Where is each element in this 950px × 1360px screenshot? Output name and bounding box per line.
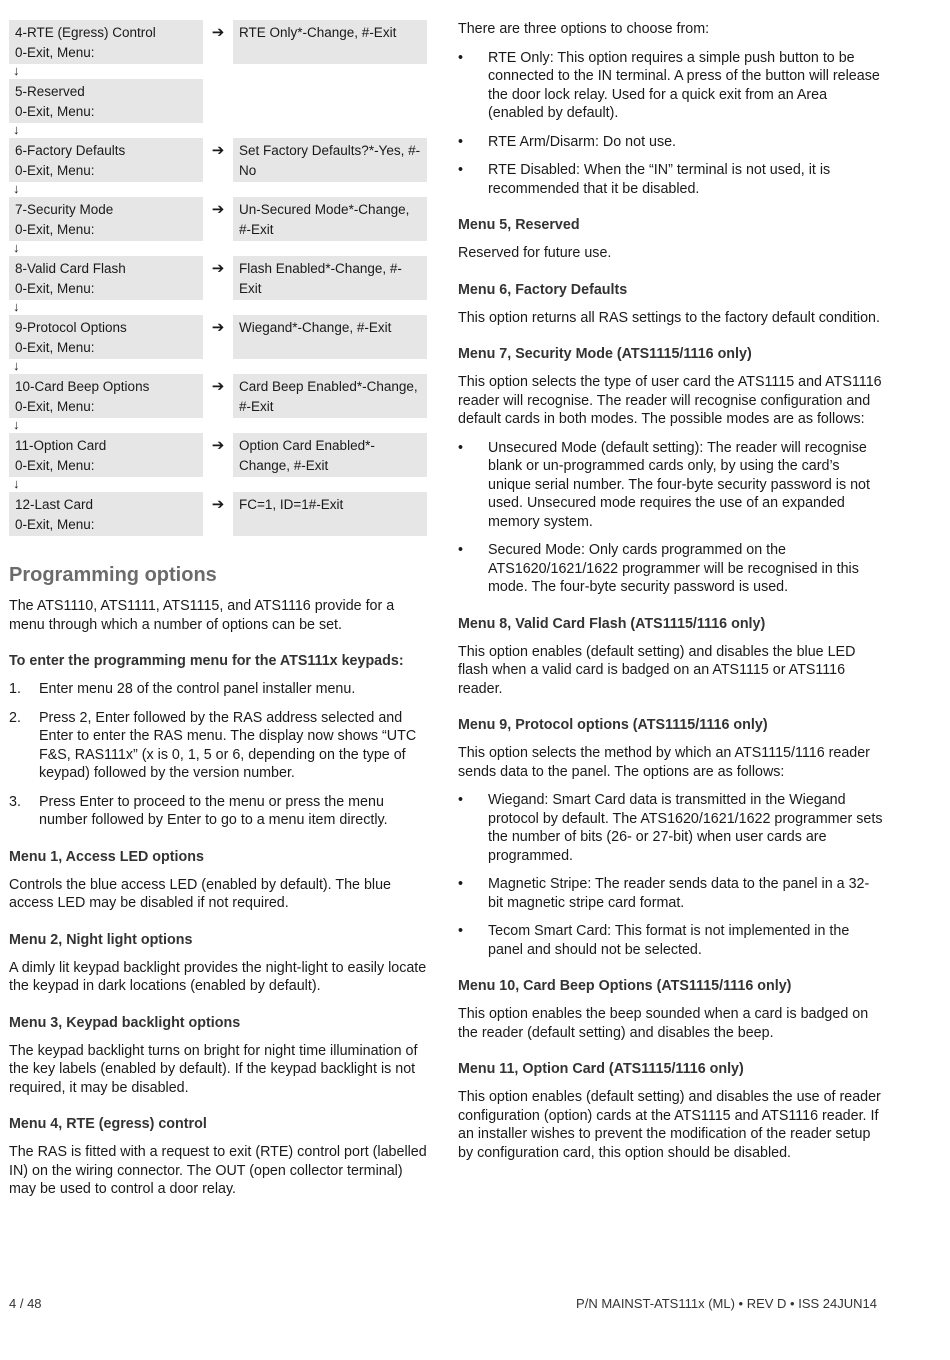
- menu-item-exit: 0-Exit, Menu:: [15, 517, 95, 532]
- arrow-right-icon: ➔: [211, 496, 225, 513]
- menu-step: [9, 197, 429, 241]
- menu8-text: This option enables (default setting) and disables the blue LED flash when a valid card is badged on an ATS1115 or ATS1116 reader.: [458, 643, 856, 697]
- section-title: Programming options: [9, 564, 217, 586]
- bullet-text: RTE Arm/Disarm: Do not use.: [488, 133, 677, 150]
- arrow-down-icon: ↓: [13, 417, 20, 432]
- menu-item-box: [9, 197, 203, 241]
- menu-result-action: *-Change, #-Exit: [292, 320, 392, 335]
- menu-result-box: [233, 374, 427, 418]
- step-text: Enter menu 28 of the control panel installer menu.: [39, 681, 356, 697]
- menu9-heading: Menu 9, Protocol options (ATS1115/1116 only): [458, 717, 768, 733]
- bullet-text: Magnetic Stripe: The reader sends data to the panel in a 32-bit magnetic stripe card format.: [488, 876, 870, 911]
- menu-result-title: Wiegand: [239, 320, 293, 335]
- menu-item-title: 4-RTE (Egress) Control: [15, 25, 156, 40]
- menu-result-title: FC=1, ID=1: [239, 497, 309, 512]
- menu-item-exit: 0-Exit, Menu:: [15, 222, 95, 237]
- menu-step: [9, 256, 429, 300]
- menu3-text: The keypad backlight turns on bright for night time illumination of the key labels (enabled by default). If the keypad backlight is not required, it may be disabled.: [9, 1042, 418, 1096]
- menu7-heading: Menu 7, Security Mode (ATS1115/1116 only): [458, 346, 752, 362]
- menu9-text: This option selects the method by which an ATS1115/1116 reader sends data to the panel. The options are as follows:: [458, 745, 870, 780]
- menu-result-box: [233, 20, 427, 64]
- menu-result-title: Flash Enabled: [239, 261, 326, 276]
- step-number: 1.: [9, 681, 21, 697]
- bullet-item: [458, 161, 883, 198]
- menu-result-box: [233, 492, 427, 536]
- menu-result-title: RTE Only: [239, 25, 298, 40]
- menu-result-action: *-Change, #-Exit: [239, 438, 375, 473]
- menu-result-title: Card Beep Enabled: [239, 379, 357, 394]
- arrow-right-icon: ➔: [211, 24, 225, 41]
- menu6-heading: Menu 6, Factory Defaults: [458, 281, 628, 298]
- menu-item-exit: 0-Exit, Menu:: [15, 281, 95, 296]
- bullet-item: [458, 133, 883, 152]
- step-number: 3.: [9, 793, 21, 810]
- step-text: Press Enter to proceed to the menu or press the menu number followed by Enter to go to a menu item directly.: [39, 793, 388, 828]
- menu2-heading: Menu 2, Night light options: [9, 931, 193, 948]
- intro-paragraph: The ATS1110, ATS1111, ATS1115, and ATS1116 provide for a menu through which a number of options can be set.: [9, 598, 395, 633]
- menu-item-title: 12-Last Card: [15, 497, 94, 512]
- menu-item-exit: 0-Exit, Menu:: [15, 340, 95, 355]
- menu3-heading: Menu 3, Keypad backlight options: [9, 1014, 241, 1031]
- menu-step: [9, 315, 429, 359]
- bullet-text: RTE Disabled: When the “IN” terminal is not used, it is recommended that it be disabled.: [488, 162, 831, 197]
- bullet-icon: •: [458, 923, 464, 939]
- menu1-text: Controls the blue access LED (enabled by default). The blue access LED may be disabled if not required.: [9, 876, 392, 911]
- menu-item-title: 10-Card Beep Options: [15, 379, 150, 394]
- menu-item-box: [9, 256, 203, 300]
- arrow-right-icon: ➔: [211, 260, 225, 277]
- step-item: [9, 680, 429, 699]
- menu-result-box: [233, 433, 427, 477]
- menu-result-box: [233, 197, 427, 241]
- menu-step: [9, 79, 429, 123]
- menu5-text: Reserved for future use.: [458, 245, 612, 261]
- step-item: [9, 793, 429, 830]
- protocol-options-list: [458, 791, 883, 959]
- bullet-icon: •: [458, 542, 464, 558]
- menu1-heading: Menu 1, Access LED options: [9, 848, 204, 865]
- menu-item-exit: 0-Exit, Menu:: [15, 399, 95, 414]
- step-item: [9, 709, 429, 783]
- enter-menu-heading: To enter the programming menu for the ATS111x keypads:: [9, 653, 404, 669]
- menu-item-title: 7-Security Mode: [15, 202, 114, 217]
- menu4-text: The RAS is fitted with a request to exit (RTE) control port (labelled IN) on the wiring connector. The OUT (open collector terminal) may be used to control a door relay.: [9, 1144, 427, 1197]
- menu-item-box: [9, 433, 203, 477]
- menu-result-box: [233, 256, 427, 300]
- menu-item-box: [9, 79, 203, 123]
- menu6-text: This option returns all RAS settings to the factory default condition.: [458, 309, 880, 326]
- bullet-text: Secured Mode: Only cards programmed on the ATS1620/1621/1622 programmer will be recognised in this mode. The four-byte security password is used.: [488, 542, 859, 595]
- bullet-item: [458, 439, 883, 532]
- bullet-item: [458, 875, 883, 912]
- menu5-heading: Menu 5, Reserved: [458, 217, 580, 233]
- menu-item-title: 11-Option Card: [15, 438, 107, 453]
- arrow-down-icon: ↓: [13, 63, 20, 78]
- menu2-text: A dimly lit keypad backlight provides the night-light to easily locate the keypad in dark locations (enabled by default).: [9, 959, 427, 994]
- left-column: [9, 20, 429, 1209]
- menu-flow: [9, 20, 429, 536]
- menu7-text: This option selects the type of user card the ATS1115 and ATS1116 reader will recognise. The reader will recognise configuration and default cards in both modes. The possible modes are as follows:: [458, 374, 882, 427]
- menu-item-box: [9, 374, 203, 418]
- menu-item-title: 5-Reserved: [15, 84, 85, 99]
- menu-result-title: Option Card Enabled: [239, 438, 366, 453]
- menu-result-title: Un-Secured Mode: [239, 202, 349, 217]
- menu-item-exit: 0-Exit, Menu:: [15, 163, 95, 178]
- steps-list: [9, 680, 429, 830]
- arrow-right-icon: ➔: [211, 319, 225, 336]
- bullet-icon: •: [458, 133, 464, 150]
- arrow-right-icon: ➔: [211, 201, 225, 218]
- menu-result-action: *-Change, #-Exit: [239, 202, 410, 237]
- menu-result-action: *-Yes, #-No: [239, 143, 421, 178]
- menu11-heading: Menu 11, Option Card (ATS1115/1116 only): [458, 1061, 744, 1077]
- bullet-text: RTE Only: This option requires a simple push button to be connected to the IN terminal. A press of the button will release the door lock relay. Used for a quick exit from an Area (enabled by default).: [488, 49, 880, 121]
- bullet-item: [458, 922, 883, 959]
- menu11-text: This option enables (default setting) and disables the use of reader configuration (option) cards at the ATS1115 and ATS1116 reader. If an installer wishes to prevent the modification of the reader setup by configuration card, this option should be disabled.: [458, 1089, 881, 1161]
- menu-step: [9, 20, 429, 64]
- arrow-down-icon: ↓: [13, 476, 20, 491]
- menu-item-box: [9, 138, 203, 182]
- bullet-text: Wiegand: Smart Card data is transmitted in the Wiegand protocol by default. The ATS1620/1621/1622 programmer sets the number of bits (26- or 27-bit) when user cards are programmed.: [488, 792, 883, 864]
- arrow-down-icon: ↓: [13, 181, 20, 196]
- bullet-text: Tecom Smart Card: This format is not implemented in the panel and should not be selected.: [488, 923, 850, 958]
- menu-step: [9, 433, 429, 477]
- menu-item-box: [9, 315, 203, 359]
- menu10-text: This option enables the beep sounded when a card is badged on the reader (default setting) and disables the beep.: [458, 1006, 869, 1041]
- right-column: [458, 20, 883, 1172]
- menu-result-action: *-Change, #-Exit: [297, 25, 397, 40]
- step-number: 2.: [9, 709, 21, 726]
- menu-result-action: #-Exit: [308, 497, 344, 512]
- menu-item-exit: 0-Exit, Menu:: [15, 45, 95, 60]
- menu-item-box: [9, 492, 203, 536]
- arrow-down-icon: ↓: [13, 240, 20, 255]
- menu-result-title: Set Factory Defaults?: [239, 143, 369, 158]
- bullet-icon: •: [458, 49, 464, 66]
- menu-item-exit: 0-Exit, Menu:: [15, 104, 95, 119]
- bullet-item: [458, 791, 883, 865]
- security-modes-list: [458, 439, 883, 597]
- bullet-item: [458, 541, 883, 597]
- arrow-down-icon: ↓: [13, 299, 20, 314]
- step-text: Press 2, Enter followed by the RAS address selected and Enter to enter the RAS menu. The display now shows “UTC F&S, RAS111x” (x is 0, 1, 5 or 6, depending on the type of keypad) followed by the version number.: [39, 709, 417, 781]
- menu-item-exit: 0-Exit, Menu:: [15, 458, 95, 473]
- bullet-icon: •: [458, 162, 464, 178]
- arrow-down-icon: ↓: [13, 358, 20, 373]
- bullet-icon: •: [458, 792, 464, 808]
- menu-item-title: 6-Factory Defaults: [15, 143, 126, 158]
- options-intro: There are three options to choose from:: [458, 21, 710, 37]
- rte-options-list: [458, 49, 883, 199]
- menu-item-title: 8-Valid Card Flash: [15, 261, 126, 276]
- menu-step: [9, 138, 429, 182]
- arrow-down-icon: ↓: [13, 122, 20, 137]
- arrow-right-icon: ➔: [211, 142, 225, 159]
- menu-result-action: *-Change, #-Exit: [239, 261, 402, 296]
- page-number: 4 / 48: [9, 1296, 42, 1311]
- arrow-right-icon: ➔: [211, 437, 225, 454]
- menu-result-box: [233, 138, 427, 182]
- bullet-icon: •: [458, 876, 464, 892]
- menu4-heading: Menu 4, RTE (egress) control: [9, 1116, 207, 1132]
- bullet-item: [458, 49, 883, 123]
- arrow-right-icon: ➔: [211, 378, 225, 395]
- menu8-heading: Menu 8, Valid Card Flash (ATS1115/1116 only): [458, 615, 766, 632]
- menu-item-title: 9-Protocol Options: [15, 320, 127, 335]
- document-reference: P/N MAINST-ATS111x (ML) • REV D • ISS 24JUN14: [576, 1296, 877, 1311]
- menu-result-box: [233, 315, 427, 359]
- menu-step: [9, 492, 429, 536]
- menu-result-action: *-Change, #-Exit: [239, 379, 418, 414]
- menu-item-box: [9, 20, 203, 64]
- bullet-icon: •: [458, 439, 464, 456]
- menu10-heading: Menu 10, Card Beep Options (ATS1115/1116 only): [458, 978, 792, 994]
- menu-step: [9, 374, 429, 418]
- bullet-text: Unsecured Mode (default setting): The reader will recognise blank or un-programmed cards only, by using the card’s unique serial number. The four-byte security password is not used. Unsecured mode requires the use of an expanded memory system.: [488, 439, 870, 530]
